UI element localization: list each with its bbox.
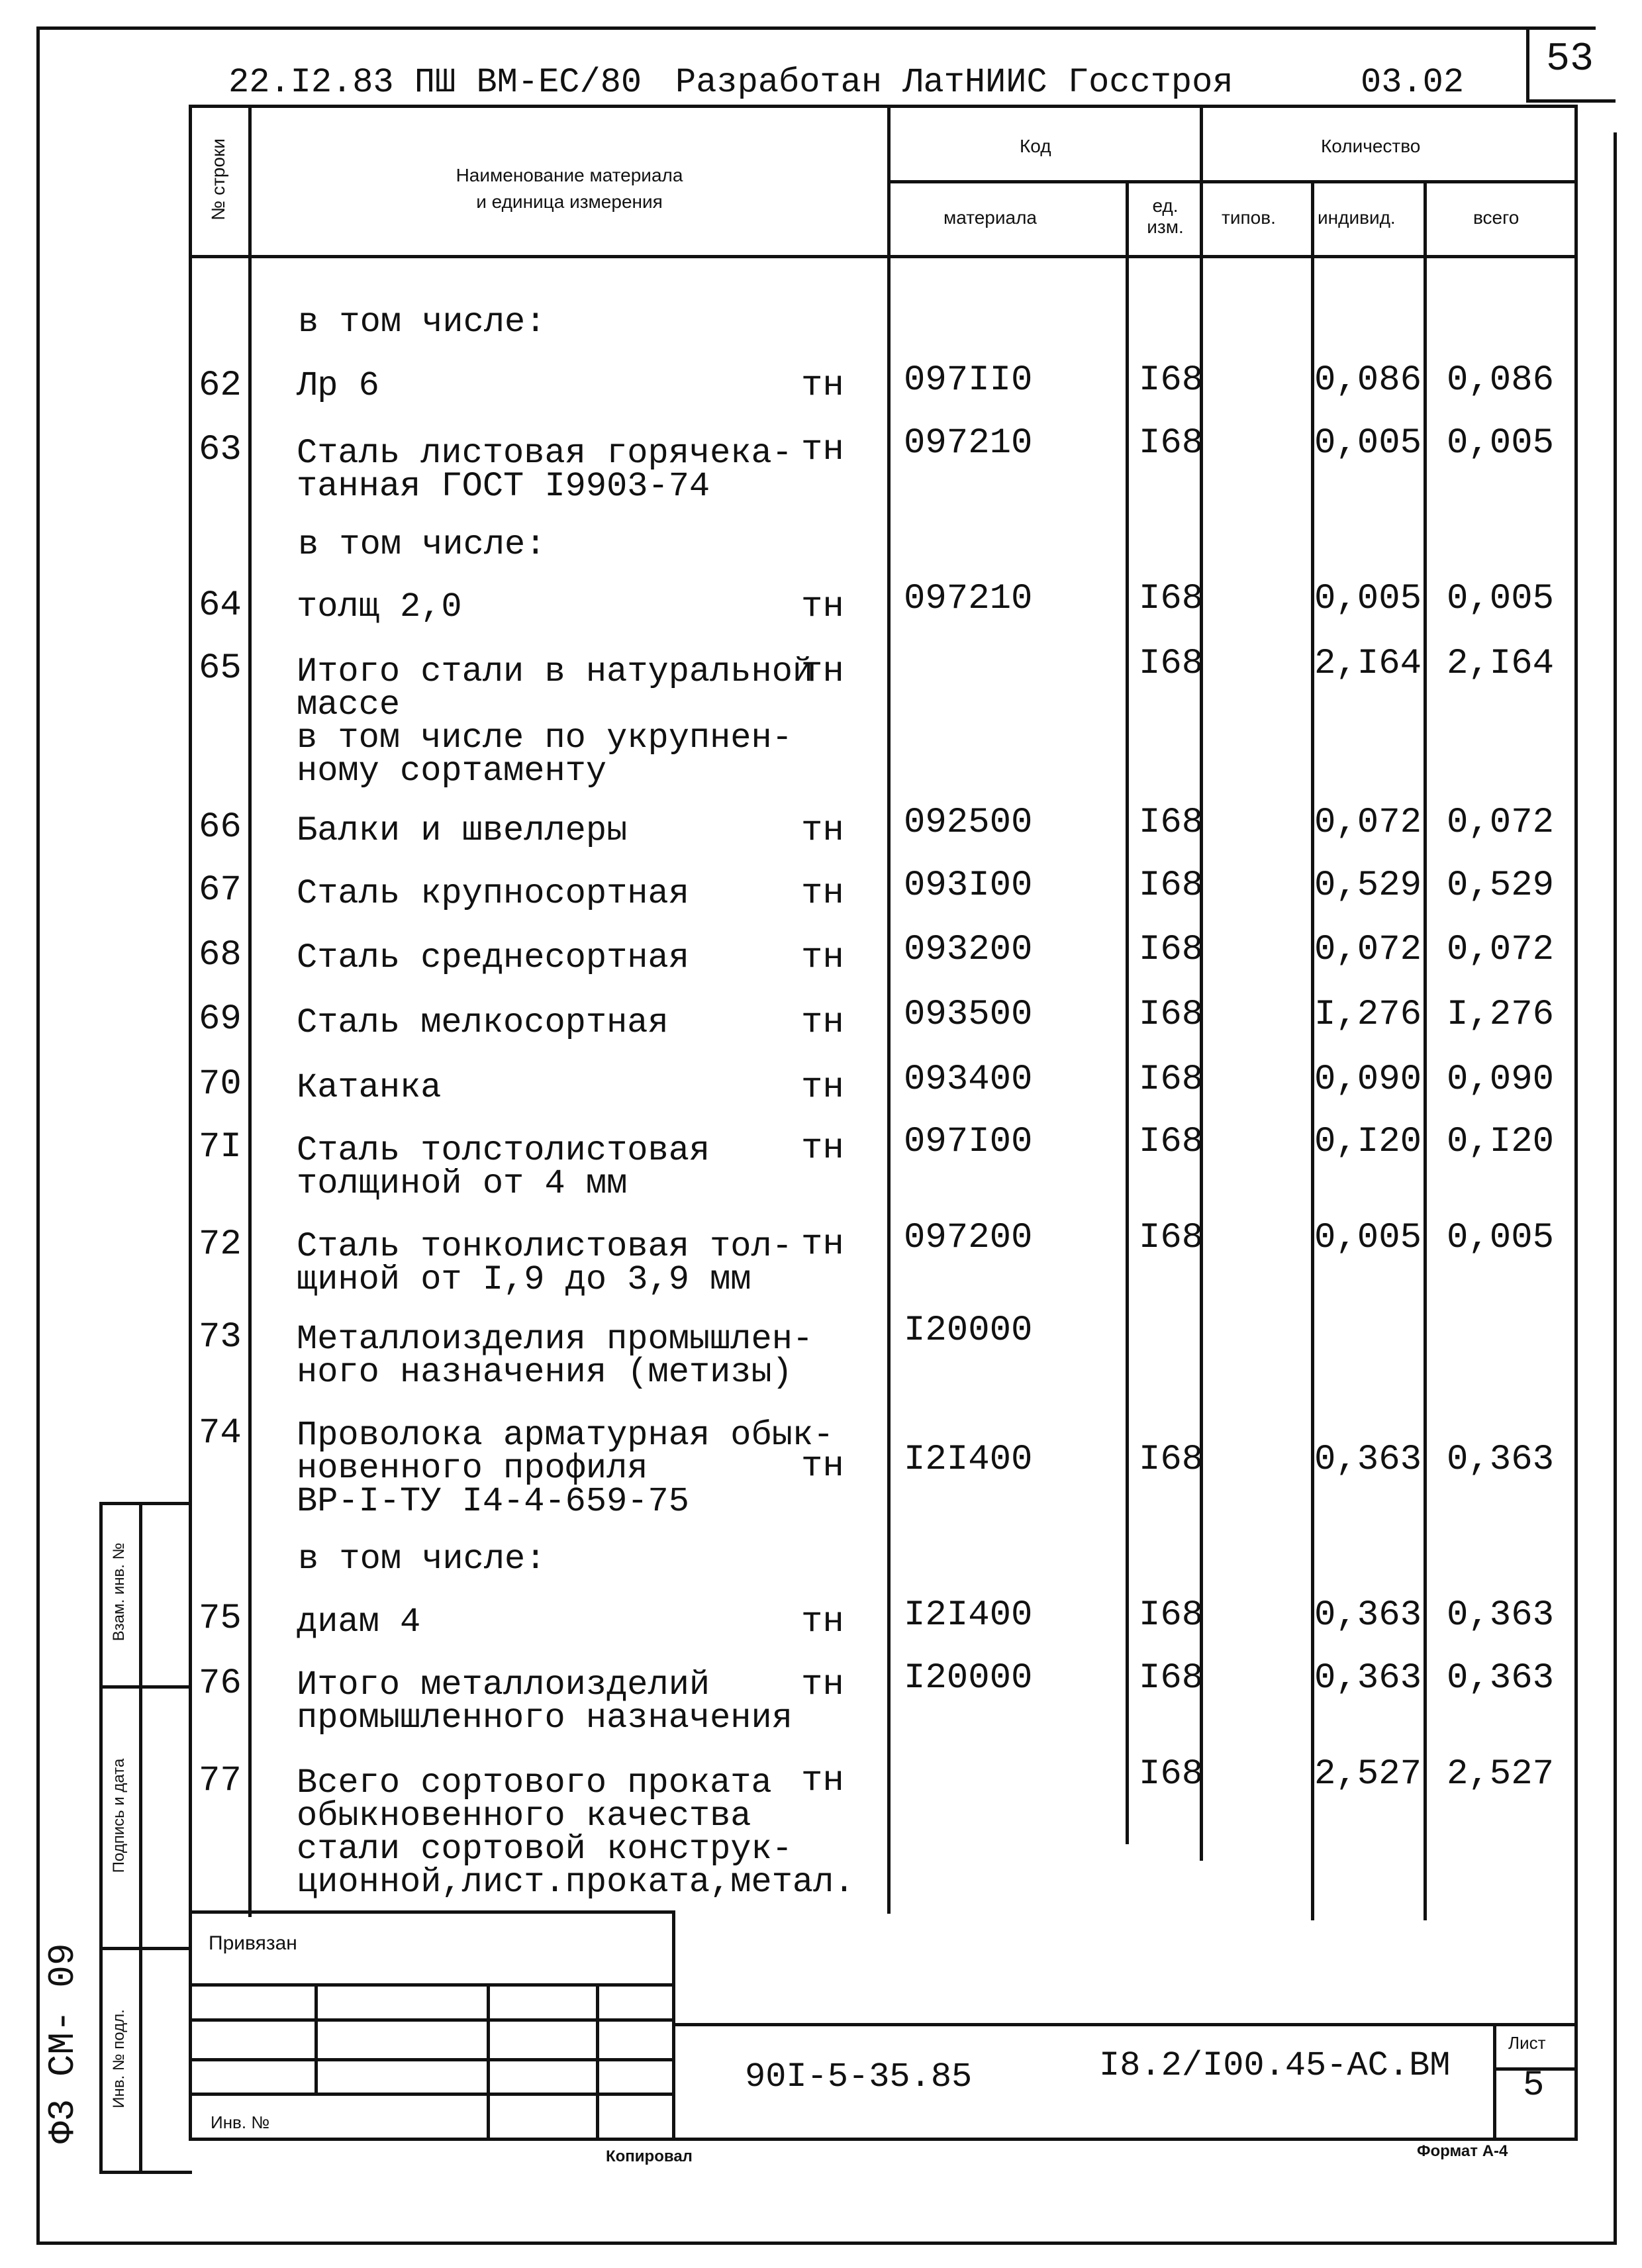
page-number-box-bottom (1526, 99, 1616, 103)
row-number: 65 (199, 648, 242, 689)
row-number: 63 (199, 430, 242, 470)
row-number: 74 (199, 1413, 242, 1454)
header-code-group: Код (1020, 136, 1051, 156)
row-number: 68 (199, 935, 242, 975)
row-individual: 2,I64 (1314, 644, 1422, 684)
row-individual: 2,527 (1314, 1754, 1422, 1795)
row-name: Балки и швеллеры (297, 811, 628, 850)
row-name: Итого стали в натуральной массе в том числе по укрупнен- ному сортаменту (297, 652, 814, 791)
row-number: 72 (199, 1224, 242, 1265)
row-number: 73 (199, 1317, 242, 1357)
table-row-subheading: в том числе: (298, 303, 546, 342)
row-material-code: 097200 (904, 1218, 1033, 1258)
side-strip-top (99, 1502, 192, 1505)
row-total: 0,072 (1447, 930, 1555, 970)
row-name: Сталь среднесортная (297, 938, 689, 977)
row-unit-code: I68 (1139, 1754, 1204, 1795)
row-unit-code: I68 (1139, 995, 1204, 1035)
row-total: 0,005 (1447, 579, 1555, 619)
row-individual: 0,363 (1314, 1658, 1422, 1699)
frame-bottom-line (36, 2242, 1616, 2245)
row-individual: 0,005 (1314, 423, 1422, 464)
row-name: Сталь крупносортная (297, 874, 689, 913)
row-name: Катанка (297, 1068, 442, 1107)
page-number-box-left (1526, 26, 1529, 103)
side-inv-original: Инв. № подл. (110, 2009, 128, 2108)
row-unit-code: I68 (1139, 1440, 1204, 1480)
row-total: 0,005 (1447, 423, 1555, 464)
header-row-number: № строки (208, 138, 228, 221)
col-sep-name (887, 106, 891, 1914)
row-material-code: 097I00 (904, 1122, 1033, 1162)
row-unit: тн (801, 1602, 844, 1642)
row-name: Сталь толстолистовая толщиной от 4 мм (297, 1131, 710, 1203)
table-left-border (189, 106, 192, 2139)
row-total: 0,529 (1447, 865, 1555, 906)
col-sep-individual (1424, 182, 1427, 1920)
row-number: 66 (199, 807, 242, 848)
row-individual: 0,005 (1314, 1218, 1422, 1258)
side-replace-inv: Взам. инв. № (110, 1542, 128, 1642)
row-total: 2,527 (1447, 1754, 1555, 1795)
stamp-title-line (672, 2023, 1578, 2026)
row-number: 62 (199, 366, 242, 406)
col-sep-code (1126, 182, 1129, 1844)
header-total: всего (1473, 207, 1520, 228)
row-material-code: I20000 (904, 1310, 1033, 1351)
row-total: 0,086 (1447, 360, 1555, 401)
page-number: 53 (1546, 37, 1594, 82)
stamp-top-line (189, 1910, 675, 1914)
stamp-col-1 (314, 1983, 318, 2096)
row-number: 69 (199, 999, 242, 1040)
row-unit-code: I68 (1139, 1218, 1204, 1258)
row-unit-code: I68 (1139, 803, 1204, 843)
row-individual: 0,529 (1314, 865, 1422, 906)
row-unit-code: I68 (1139, 579, 1204, 619)
row-number: 75 (199, 1599, 242, 1639)
row-total: 0,090 (1447, 1060, 1555, 1100)
row-number: 64 (199, 585, 242, 626)
side-strip-bottom (99, 2171, 192, 2174)
row-number: 70 (199, 1064, 242, 1105)
row-individual: 0,072 (1314, 930, 1422, 970)
header-material-code: материала (943, 207, 1037, 228)
side-strip-sep2 (99, 1947, 192, 1950)
row-total: 0,I20 (1447, 1122, 1555, 1162)
row-unit: тн (801, 1128, 844, 1169)
row-unit: тн (801, 1003, 844, 1043)
row-total: 2,I64 (1447, 644, 1555, 684)
row-material-code: 097210 (904, 579, 1033, 619)
row-name: толщ 2,0 (297, 587, 462, 626)
stamp-project-number: 90I-5-35.85 (745, 2057, 973, 2096)
row-unit-code: I68 (1139, 1595, 1204, 1636)
row-unit: тн (801, 938, 844, 978)
row-material-code: I2I400 (904, 1440, 1033, 1480)
table-subheader-line (887, 180, 1578, 183)
row-material-code: 093400 (904, 1060, 1033, 1100)
table-row-subheading: в том числе: (298, 1540, 546, 1579)
row-number: 67 (199, 870, 242, 911)
row-unit: тн (801, 1224, 844, 1265)
row-number: 77 (199, 1761, 242, 1801)
row-unit: тн (801, 873, 844, 914)
col-sep-no (248, 106, 252, 1917)
row-material-code: I20000 (904, 1658, 1033, 1699)
row-name: Итого металлоизделий промышленного назначения (297, 1665, 793, 1738)
header-code: 03.02 (1361, 63, 1465, 102)
row-individual: 0,072 (1314, 803, 1422, 843)
row-total: 0,363 (1447, 1440, 1555, 1480)
row-name: Лр 6 (297, 366, 379, 405)
row-unit-code: I68 (1139, 930, 1204, 970)
table-row-subheading: в том числе: (298, 525, 546, 564)
row-unit: тн (801, 587, 844, 627)
frame-right-line (1614, 132, 1617, 2245)
header-material-name: Наименование материала и единица измерения (456, 165, 683, 212)
row-name: диам 4 (297, 1602, 421, 1642)
row-material-code: 093I00 (904, 865, 1033, 906)
row-unit-code: I68 (1139, 423, 1204, 464)
row-material-code: 093500 (904, 995, 1033, 1035)
row-unit: тн (801, 1067, 844, 1108)
stamp-line-3 (189, 2058, 675, 2061)
row-total: I,276 (1447, 995, 1555, 1035)
stamp-format-label: Формат А-4 (1417, 2142, 1508, 2160)
side-vertical-code: Ф3 СМ- 09 (42, 1943, 84, 2144)
stamp-col-3 (596, 1983, 599, 2139)
header-individual: индивид. (1318, 207, 1396, 228)
row-total: 0,005 (1447, 1218, 1555, 1258)
stamp-line-2 (189, 2018, 675, 2022)
row-individual: 0,363 (1314, 1595, 1422, 1636)
row-individual: 0,363 (1314, 1440, 1422, 1480)
frame-top-line (36, 26, 1596, 30)
row-unit-code: I68 (1139, 360, 1204, 401)
row-name: Сталь мелкосортная (297, 1003, 669, 1042)
table-top-border (189, 105, 1578, 108)
table-right-border (1574, 106, 1578, 2139)
side-sign-date: Подпись и дата (110, 1758, 128, 1873)
row-unit-code: I68 (1139, 644, 1204, 684)
row-name: Всего сортового проката обыкновенного качества стали сортовой конструк- ционной,лист.проката,метал. (297, 1763, 855, 1902)
row-total: 0,072 (1447, 803, 1555, 843)
table-header-bottom-line (189, 255, 1578, 258)
row-unit-code: I68 (1139, 1658, 1204, 1699)
stamp-line-1 (189, 1983, 675, 1987)
stamp-linked-label: Привязан (209, 1932, 297, 1954)
row-number: 76 (199, 1663, 242, 1704)
row-name: Сталь листовая горячека- танная ГОСТ I9903-74 (297, 434, 793, 506)
row-total: 0,363 (1447, 1595, 1555, 1636)
row-unit: тн (801, 1665, 844, 1705)
row-unit: тн (801, 430, 844, 470)
row-individual: 0,086 (1314, 360, 1422, 401)
row-name: Сталь тонколистовая тол- щиной от I,9 до 3,9 мм (297, 1227, 793, 1299)
stamp-col-2 (487, 1983, 490, 2139)
row-material-code: 097210 (904, 423, 1033, 464)
row-unit-code: I68 (1139, 865, 1204, 906)
row-unit: тн (801, 1446, 844, 1487)
row-material-code: 092500 (904, 803, 1033, 843)
row-unit-code: I68 (1139, 1060, 1204, 1100)
row-unit-code: I68 (1139, 1122, 1204, 1162)
row-individual: 0,I20 (1314, 1122, 1422, 1162)
frame-left-line (36, 26, 40, 2245)
header-typical: типов. (1222, 207, 1276, 228)
row-unit: тн (801, 1761, 844, 1801)
row-name: Металлоизделия промышлен- ного назначения (метизы) (297, 1320, 814, 1392)
side-strip-left (99, 1503, 103, 2172)
stamp-sheet-label: Лист (1508, 2033, 1546, 2053)
header-quantity-group: Количество (1321, 136, 1421, 156)
row-individual: I,276 (1314, 995, 1422, 1035)
row-individual: 0,090 (1314, 1060, 1422, 1100)
stamp-copied-label: Копировал (606, 2147, 693, 2165)
header-date-line: 22.I2.83 ПШ ВМ-ЕС/80 (228, 63, 642, 102)
row-name: Проволока арматурная обык- новенного профиля ВР-I-ТУ I4-4-659-75 (297, 1416, 834, 1521)
row-unit: тн (801, 366, 844, 406)
row-individual: 0,005 (1314, 579, 1422, 619)
row-material-code: I2I400 (904, 1595, 1033, 1636)
header-developer: Разработан ЛатНИИС Госстроя (675, 63, 1233, 102)
row-material-code: 097II0 (904, 360, 1033, 401)
row-unit: тн (801, 652, 844, 692)
stamp-line-4 (189, 2093, 675, 2096)
header-unit-code: ед. изм. (1147, 195, 1184, 237)
side-strip-sep1 (99, 1685, 192, 1689)
stamp-designation: I8.2/I00.45-АС.ВМ (1099, 2046, 1451, 2085)
row-number: 7I (199, 1127, 242, 1167)
stamp-inv-no-label: Инв. № (211, 2112, 270, 2132)
stamp-sheet-border (1493, 2023, 1496, 2139)
side-strip-right (139, 1503, 142, 2172)
stamp-bottom-line (189, 2138, 1578, 2141)
stamp-sheet-number: 5 (1523, 2065, 1545, 2106)
row-unit: тн (801, 811, 844, 851)
row-total: 0,363 (1447, 1658, 1555, 1699)
row-material-code: 093200 (904, 930, 1033, 970)
